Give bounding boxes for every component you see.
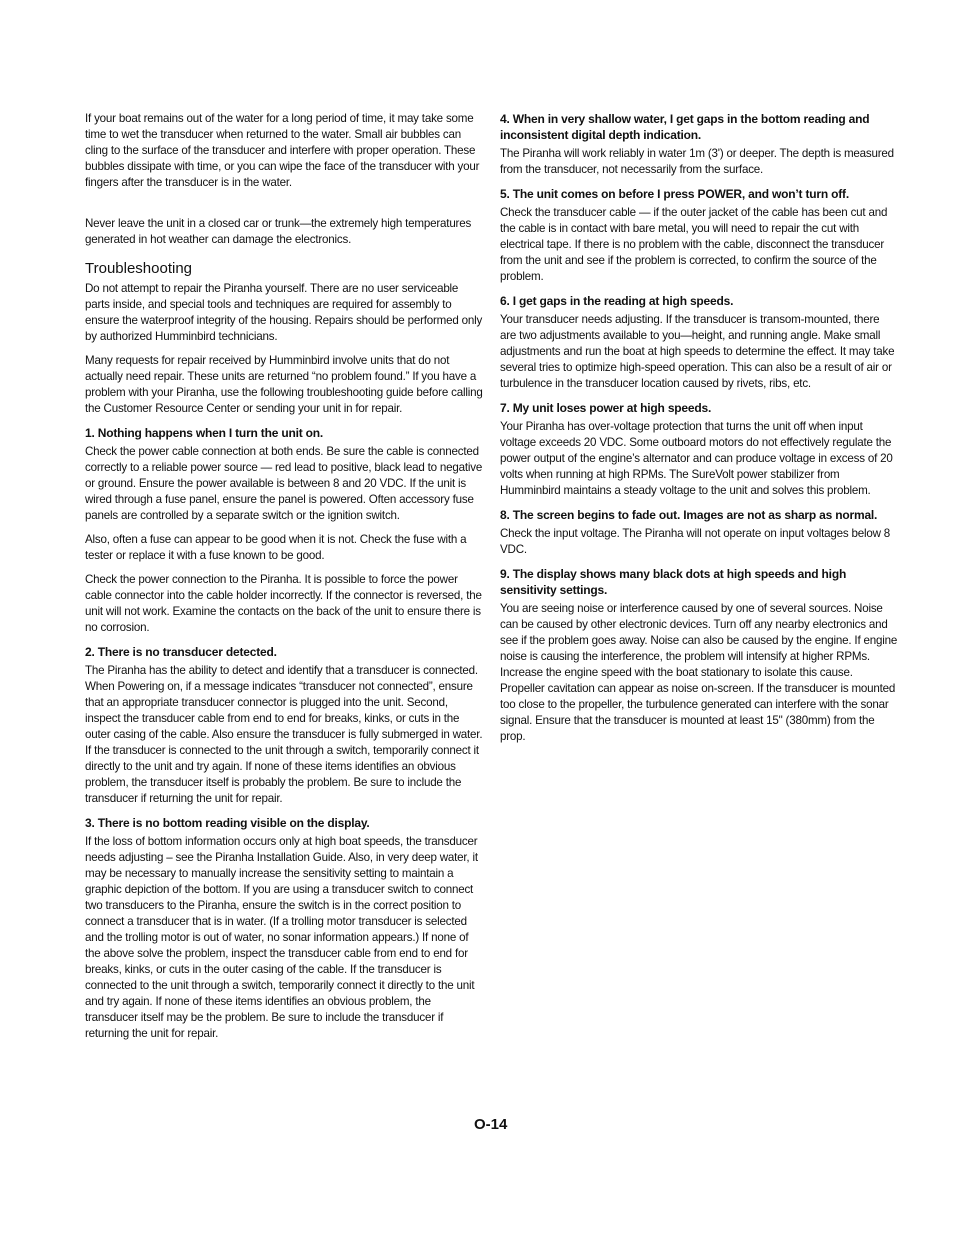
section-heading-troubleshooting: Troubleshooting [85,260,193,277]
answer-1-paragraph-1: Check the power cable connection at both ends. Be sure the cable is connected correctly to a reliable power source — red lead to positive, black lead to negative or ground. Ensure the power available is between 8 and 20 VDC. If the unit is wired through a fuse panel, ensure the panel is powered. Often accessory fuse panels are controlled by a separate switch or the ignition switch. [85,445,483,522]
question-5: 5. The unit comes on before I press POWER, and won’t turn off. [500,187,849,201]
troubleshooting-paragraph-1: Do not attempt to repair the Piranha yourself. There are no user serviceable parts inside, and special tools and techniques are required for assembly to ensure the waterproof integrity of the housing. Repairs should be performed only by authorized Humminbird technicians. [85,282,483,343]
question-3: 3. There is no bottom reading visible on the display. [85,816,370,830]
answer-2-paragraph-1: The Piranha has the ability to detect and identify that a transducer is connected. When Powering on, if a message indicates “transducer not connected”, ensure that an appropriate transducer connector is plugged into the unit. Second, inspect the transducer cable from end to end for breaks, kinks, or cuts in the outer casing of the cable. Also ensure the transducer is fully submerged in water. If the transducer is connected to the unit through a switch, temporarily connect it directly to the unit and try again. If none of these items identifies an obvious problem, the transducer itself is probably the problem. Be sure to include the transducer if returning the unit for repair. [85,664,483,805]
answer-3-paragraph-1: If the loss of bottom information occurs only at high boat speeds, the transducer needs adjusting – see the Piranha Installation Guide. Also, in very deep water, it may be necessary to manually increase the sensitivity setting to maintain a graphic depiction of the bottom. If you are using a transducer switch to connect two transducers to the Piranha, ensure the switch is in the correct position to connect a transducer that is in water. (If a trolling motor transducer is selected and the trolling motor is out of water, no sonar information appears.) If none of the above solve the problem, inspect the transducer cable from end to end for breaks, kinks, or cuts in the outer casing of the cable. If the transducer is connected to the unit through a switch, temporarily connect it directly to the unit and try again. If none of these items identifies an obvious problem, the transducer itself may be the problem. Be sure to include the transducer if returning the unit for repair. [85,835,478,1040]
spacer [85,199,483,216]
right-column [500,111,898,753]
answer-9-paragraph-1: You are seeing noise or interference caused by one of several sources. Noise can be caused by other electronic devices. Turn off any nearby electronics and see if the problem goes away. Noise can also be caused by the engine. If engine noise is causing the interference, the problem will intensify at higher RPMs. Increase the engine speed with the boat stationary to isolate this cause. Propeller cavitation can appear as noise on-screen. If the transducer is mounted too close to the propeller, the turbulence generated can interfere with the sonar signal. Ensure that the transducer is mounted at least 15" (380mm) from the prop. [500,602,898,743]
question-6: 6. I get gaps in the reading at high speeds. [500,294,734,308]
answer-4-paragraph-1: The Piranha will work reliably in water 1m (3') or deeper. The depth is measured from the transducer, not necessarily from the surface. [500,147,894,176]
page-number: O-14 [474,1116,508,1133]
question-8: 8. The screen begins to fade out. Images are not as sharp as normal. [500,508,878,522]
question-2: 2. There is no transducer detected. [85,645,277,659]
answer-7-paragraph-1: Your Piranha has over-voltage protection that turns the unit off when input voltage exceeds 20 VDC. Some outboard motors do not effectively regulate the power output of the engine’s alternator and can produce voltage in excess of 20 volts when running at high RPMs. The SureVolt power stabilizer from Humminbird maintains a steady voltage to the unit and solves this problem. [500,420,893,497]
answer-1-paragraph-3: Check the power connection to the Piranha. It is possible to force the power cable connector into the cable holder incorrectly. If the connector is reversed, the unit will not work. Examine the contacts on the back of the unit to ensure there is no corrosion. [85,573,482,634]
question-9: 9. The display shows many black dots at high speeds and high sensitivity settings. [500,567,847,597]
answer-5-paragraph-1: Check the transducer cable — if the outer jacket of the cable has been cut and the cable is in contact with bare metal, you will need to repair the cut with electrical tape. If there is no problem with the cable, disconnect the transducer from the unit and see if the problem is corrected, to confirm the source of the problem. [500,206,888,283]
question-1: 1. Nothing happens when I turn the unit on. [85,426,324,440]
answer-8-paragraph-1: Check the input voltage. The Piranha will not operate on input voltages below 8 VDC. [500,527,891,556]
question-4: 4. When in very shallow water, I get gaps in the bottom reading and inconsistent digital depth indication. [500,112,870,142]
left-column [85,111,483,1050]
answer-1-paragraph-2: Also, often a fuse can appear to be good when it is not. Check the fuse with a tester or replace it with a fuse known to be good. [85,533,467,562]
intro-paragraph-2: Never leave the unit in a closed car or trunk—the extremely high temperatures generated in hot weather can damage the electronics. [85,217,472,246]
question-7: 7. My unit loses power at high speeds. [500,401,712,415]
troubleshooting-paragraph-2: Many requests for repair received by Humminbird involve units that do not actually need repair. These units are returned “no problem found.” If you have a problem with your Piranha, use the following troubleshooting guide before calling the Customer Resource Center or sending your unit in for repair. [85,354,483,415]
answer-6-paragraph-1: Your transducer needs adjusting. If the transducer is transom-mounted, there are two adjustments available to you—height, and running angle. Make small adjustments and run the boat at high speeds to determine the effect. It may take several tries to optimize high-speed operation. This can also be a result of air or turbulence in the transducer location caused by rivets, ribs, etc. [500,313,895,390]
intro-paragraph-1: If your boat remains out of the water for a long period of time, it may take some time to wet the transducer when returned to the water. Small air bubbles can cling to the surface of the transducer and interfere with proper operation. These bubbles dissipate with time, or you can wipe the face of the transducer with your fingers after the transducer is in the water. [85,112,480,189]
